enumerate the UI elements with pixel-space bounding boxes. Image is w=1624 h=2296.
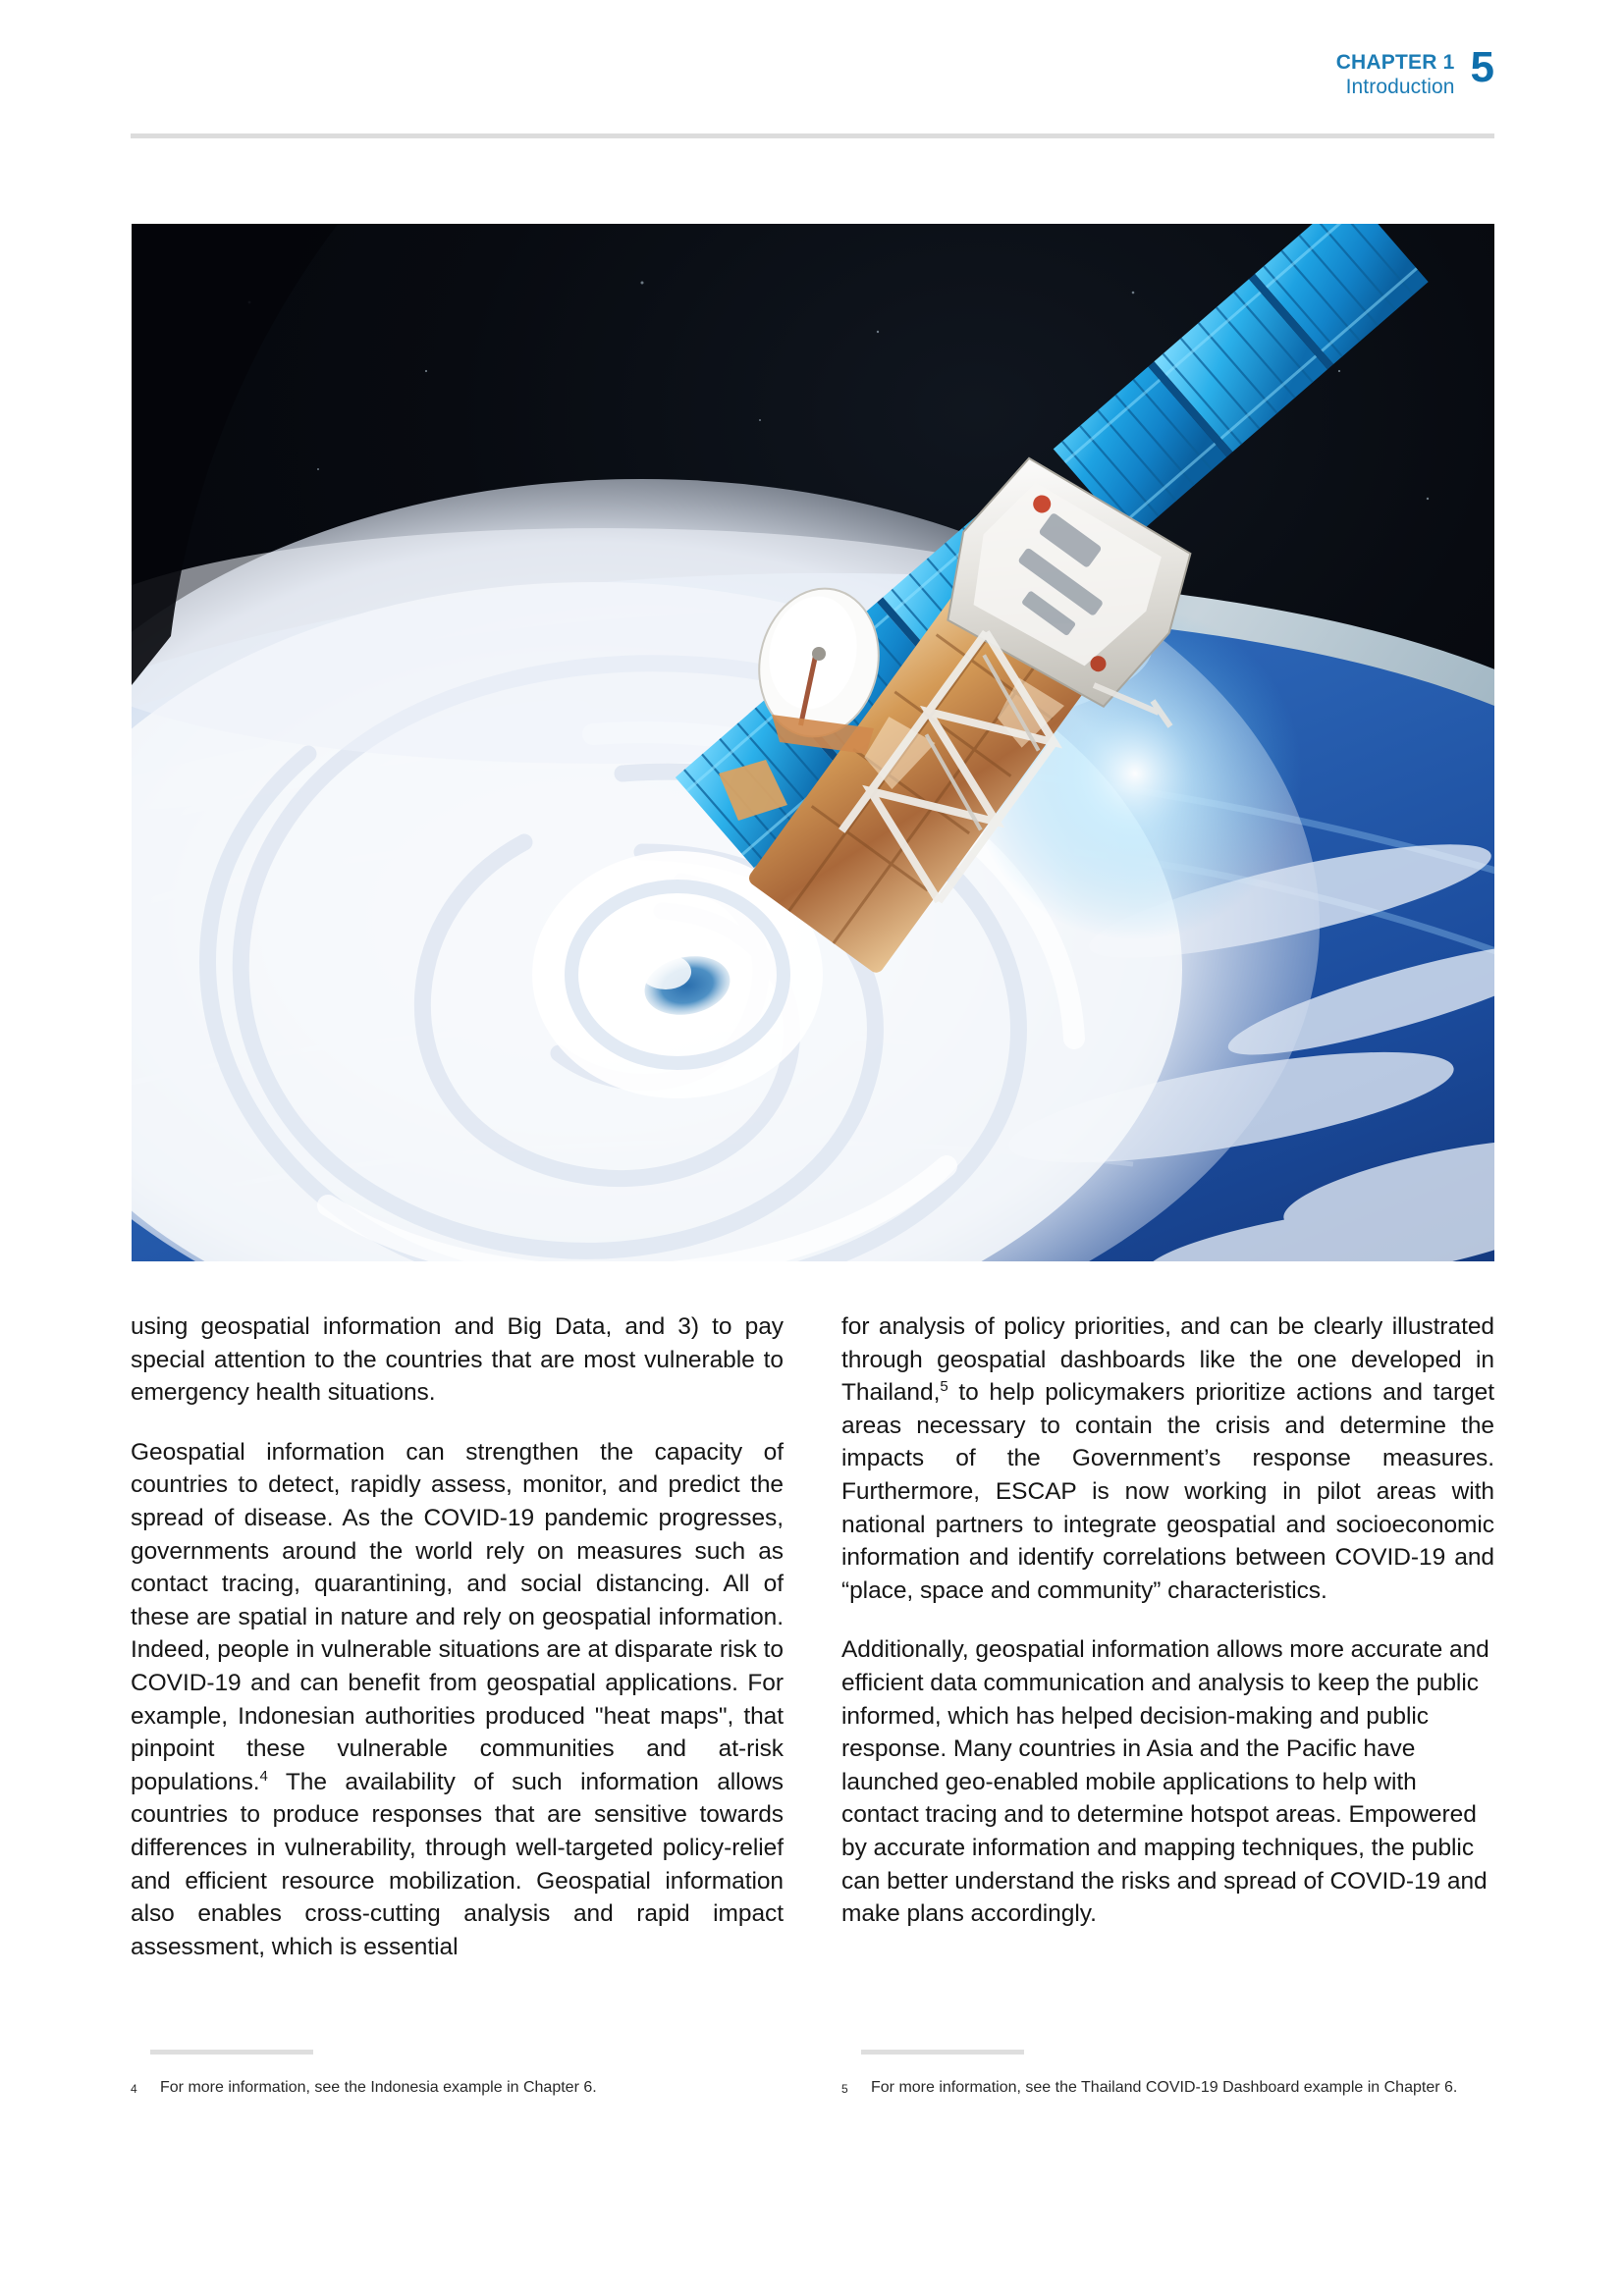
paragraph-left-2-part-a: Geospatial information can strengthen the capacity of countries to detect, rapidly assess, monitor, and predict the spread of disease. As the COVID-19 pandemic progresses, governments around the world rely on measures such as contact tracing, quarantining, and social distancing. All of these are spatial in nature and rely on geospatial information. Indeed, people in vulnerable situations are at disparate risk to COVID-19 and can benefit from geospatial applications. For example, Indonesian authorities produced "heat maps", that pinpoint these vulnerable communities and at-risk populations. <box>131 1438 784 1795</box>
footnotes-area <box>131 2050 1494 2101</box>
footnote-column-left <box>131 2050 784 2101</box>
hero-photo-satellite-hurricane <box>132 224 1494 1261</box>
hero-illustration <box>132 224 1494 1261</box>
footnote-5 <box>841 2076 1494 2101</box>
footnote-5-text: For more information, see the Thailand COVID-19 Dashboard example in Chapter 6. <box>871 2079 1458 2096</box>
paragraph-right-1-part-a: for analysis of policy priorities, and can be clearly illustrated through geospatial dashboards like the one developed in Thailand, <box>841 1313 1494 1407</box>
page-header <box>1335 43 1494 100</box>
footnote-4-text: For more information, see the Indonesia example in Chapter 6. <box>160 2079 597 2096</box>
paragraph-left-1: using geospatial information and Big Data, and 3) to pay special attention to the countries that are most vulnerable to emergency health situations. <box>131 1313 784 1407</box>
footnote-4 <box>131 2076 784 2101</box>
paragraph-right-1 <box>841 1310 1494 1607</box>
footnote-4-marker: 4 <box>131 2082 137 2096</box>
paragraph-right-2: Additionally, geospatial information allows more accurate and efficient data communication and analysis to keep the public informed, which has helped decision-making and public response. Many countries in Asia and the Pacific have launched geo-enabled mobile applications to help with contact tracing and to determine hotspot areas. Empowered by accurate information and mapping techniques, the public can better understand the risks and spread of COVID-19 and make plans accordingly. <box>841 1636 1489 1928</box>
body-columns <box>131 1310 1494 1990</box>
page-number: 5 <box>1470 43 1494 91</box>
footnote-separator-right <box>861 2050 1024 2055</box>
footnote-column-right <box>841 2050 1494 2101</box>
paragraph-left-2-part-b: The availability of such information allows countries to produce responses that are sensitive towards differences in vulnerability, through well-targeted policy-relief and efficient resource mobilization. Geospatial information also enables cross-cutting analysis and rapid impact assessment, which is essential <box>131 1768 784 1960</box>
footnote-ref-5[interactable]: 5 <box>940 1378 948 1396</box>
chapter-title: CHAPTER 1 <box>1335 51 1455 74</box>
footnote-separator-left <box>150 2050 313 2055</box>
paragraph-right-1-part-b: to help policymakers prioritize actions and target areas necessary to contain the crisis and determine the impacts of the Government’s response measures. Furthermore, ESCAP is now working in pilot areas with national partners to integrate geospatial and socioeconomic information and identify correlations between COVID-19 and “place, space and community” characteristics. <box>841 1379 1494 1604</box>
footnote-ref-4[interactable]: 4 <box>259 1767 268 1785</box>
right-column <box>841 1310 1494 1990</box>
chapter-subtitle: Introduction <box>1345 75 1455 98</box>
left-column <box>131 1310 784 1990</box>
footnote-5-marker: 5 <box>841 2082 848 2096</box>
paragraph-left-2 <box>131 1436 784 1964</box>
header-divider-rule <box>131 133 1494 138</box>
chapter-label-group <box>1336 51 1455 100</box>
